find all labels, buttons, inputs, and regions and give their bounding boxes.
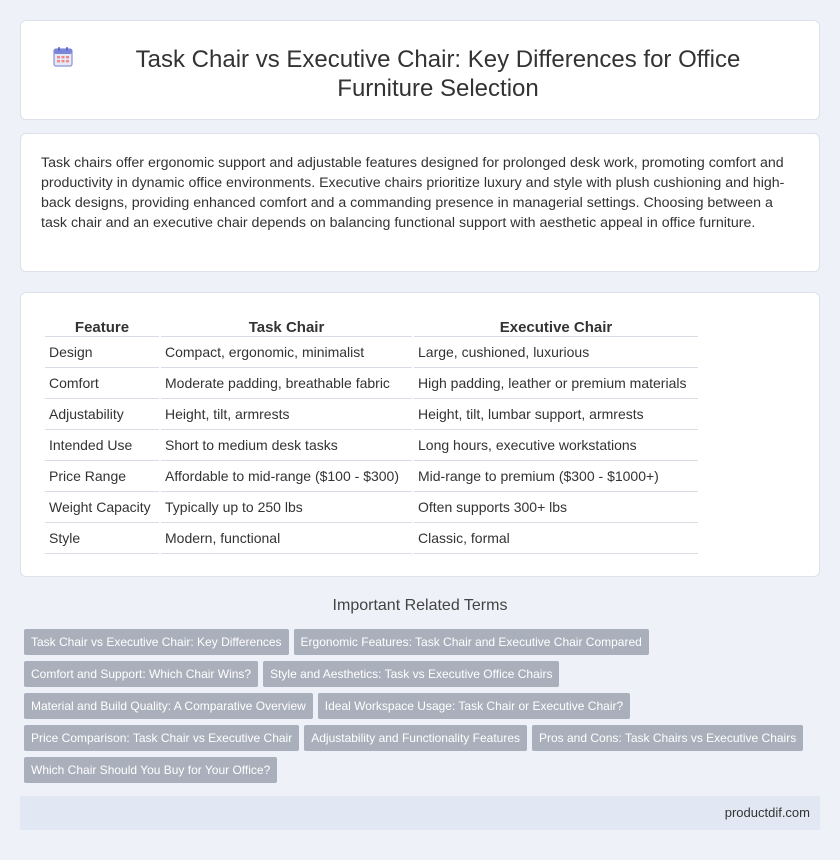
cell-executive: Height, tilt, lumbar support, armrests	[414, 399, 698, 430]
tag-row	[24, 661, 824, 693]
intro-paragraph: Task chairs offer ergonomic support and adjustable features designed for prolonged desk work, promoting comfort and productivity in dynamic office environments. Executive chairs prioritize luxury and style with plush cushioning and high-back designs, providing enhanced comfort and a commanding presence in managerial settings. Choosing between a task chair and an executive chair depends on balancing functional support with aesthetic appeal in office furniture.	[41, 155, 785, 231]
cell-executive: Long hours, executive workstations	[414, 430, 698, 461]
intro-card	[20, 133, 820, 272]
header-feature: Feature	[45, 315, 159, 337]
cell-feature: Price Range	[45, 461, 159, 492]
cell-feature: Intended Use	[45, 430, 159, 461]
tag-row	[24, 629, 824, 661]
cell-task: Compact, ergonomic, minimalist	[161, 337, 412, 368]
cell-feature: Comfort	[45, 368, 159, 399]
header-card	[20, 20, 820, 120]
title-wrap	[51, 45, 789, 103]
cell-executive: High padding, leather or premium materials	[414, 368, 698, 399]
tag-row	[24, 725, 824, 757]
cell-executive: Often supports 300+ lbs	[414, 492, 698, 523]
cell-feature: Design	[45, 337, 159, 368]
table-row	[45, 368, 698, 399]
cell-feature: Style	[45, 523, 159, 554]
header-executive-chair: Executive Chair	[414, 315, 698, 337]
related-terms-title: Important Related Terms	[332, 597, 508, 614]
cell-task: Affordable to mid-range ($100 - $300)	[161, 461, 412, 492]
cell-feature: Weight Capacity	[45, 492, 159, 523]
table-row	[45, 461, 698, 492]
cell-executive: Mid-range to premium ($300 - $1000+)	[414, 461, 698, 492]
related-term-link[interactable]: Style and Aesthetics: Task vs Executive Office Chairs	[263, 661, 559, 687]
related-term-link[interactable]: Task Chair vs Executive Chair: Key Differences	[24, 629, 289, 655]
table-header-row	[45, 315, 698, 337]
related-terms-list	[24, 629, 824, 789]
related-term-link[interactable]: Price Comparison: Task Chair vs Executive Chair	[24, 725, 299, 751]
related-term-link[interactable]: Pros and Cons: Task Chairs vs Executive Chairs	[532, 725, 803, 751]
header-task-chair: Task Chair	[161, 315, 412, 337]
related-term-link[interactable]: Comfort and Support: Which Chair Wins?	[24, 661, 258, 687]
cell-task: Typically up to 250 lbs	[161, 492, 412, 523]
table-row	[45, 492, 698, 523]
table-row	[45, 399, 698, 430]
footer-site[interactable]: productdif.com	[724, 805, 810, 820]
related-term-link[interactable]: Material and Build Quality: A Comparative Overview	[24, 693, 313, 719]
cell-executive: Classic, formal	[414, 523, 698, 554]
footer	[20, 796, 820, 830]
page-title: Task Chair vs Executive Chair: Key Differences for Office Furniture Selection	[135, 46, 741, 102]
cell-task: Short to medium desk tasks	[161, 430, 412, 461]
tag-row	[24, 693, 824, 725]
related-term-link[interactable]: Ergonomic Features: Task Chair and Executive Chair Compared	[294, 629, 649, 655]
table-row	[45, 337, 698, 368]
related-term-link[interactable]: Adjustability and Functionality Features	[304, 725, 527, 751]
tag-row	[24, 757, 824, 789]
cell-task: Moderate padding, breathable fabric	[161, 368, 412, 399]
table-row	[45, 430, 698, 461]
comparison-card	[20, 292, 820, 577]
related-term-link[interactable]: Which Chair Should You Buy for Your Office?	[24, 757, 277, 783]
related-term-link[interactable]: Ideal Workspace Usage: Task Chair or Executive Chair?	[318, 693, 630, 719]
cell-task: Modern, functional	[161, 523, 412, 554]
cell-feature: Adjustability	[45, 399, 159, 430]
cell-task: Height, tilt, armrests	[161, 399, 412, 430]
comparison-table	[43, 315, 700, 554]
cell-executive: Large, cushioned, luxurious	[414, 337, 698, 368]
table-row	[45, 523, 698, 554]
